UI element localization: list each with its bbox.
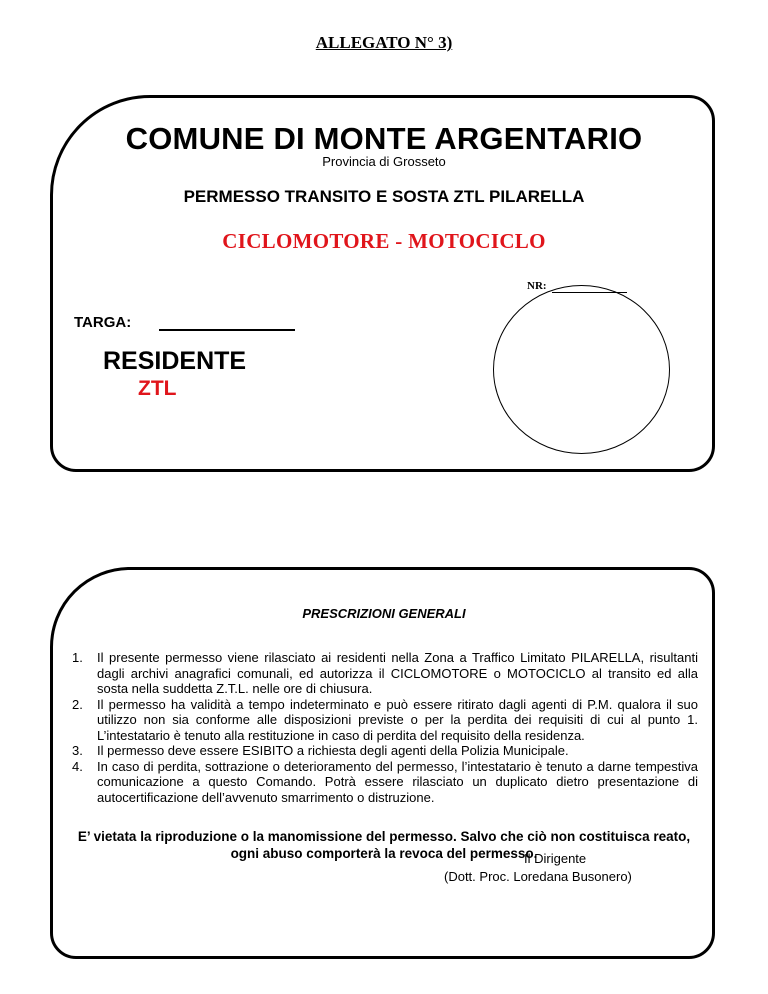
list-item (72, 759, 698, 806)
list-item (72, 743, 698, 759)
province-subtitle: Provincia di Grosseto (322, 154, 446, 169)
plate-label: TARGA: (74, 314, 132, 331)
stamp-circle (493, 285, 670, 454)
plate-blank (159, 329, 295, 331)
list-item-number: 1. (72, 650, 83, 665)
general-rules-title: PRESCRIZIONI GENERALI (302, 606, 466, 621)
list-item-text: Il permesso deve essere ESIBITO a richiesta degli agenti della Polizia Municipale. (97, 743, 569, 758)
permit-type-title: PERMESSO TRANSITO E SOSTA ZTL PILARELLA (183, 187, 585, 206)
signatory-name: (Dott. Proc. Loredana Busonero) (444, 869, 632, 884)
municipality-title: COMUNE DI MONTE ARGENTARIO (125, 121, 643, 156)
signatory-title: Il Dirigente (524, 851, 587, 866)
list-item (72, 650, 698, 697)
list-item-text: In caso di perdita, sottrazione o deterioramento del permesso, l’intestatario è tenuto a darne tempestiva comunicazione a questo Comando. Potrà essere rilasciato un duplicato dietro presentazione di autocertificazione dell’avvenuto smarrimento o distruzione. (97, 758, 698, 805)
list-item-number: 3. (72, 743, 83, 758)
document-heading: ALLEGATO N° 3) (315, 33, 453, 52)
rules-list (72, 650, 698, 805)
vehicle-category: CICLOMOTORE - MOTOCICLO (222, 229, 546, 253)
warning-text: E’ vietata la riproduzione o la manomissione del permesso. Salvo che ciò non costituisca reato, ogni abuso comporterà la revoca del permesso. (77, 829, 691, 861)
list-item-text: Il presente permesso viene rilasciato ai residenti nella Zona a Traffico Limitato PILARELLA, risultanti dagli archivi anagrafici comunali, ed autorizza il CICLOMOTORE o MOTOCICLO al transito ed alla sosta nella suddetta Z.T.L. nelle ore di chiusura. (97, 650, 698, 696)
list-item-number: 2. (72, 696, 83, 712)
resident-label: RESIDENTE (103, 347, 247, 375)
permit-number-label: NR: (527, 280, 547, 292)
list-item-text: Il permesso ha validità a tempo indeterminato e può essere ritirato dagli agenti di P.M. qualora il suo utilizzo non sia conforme alle disposizioni previste o per la perdita dei requisiti di cui al punto 1. L’intestatario è tenuto alla restituzione in caso di perdita del requisito della residenza. (97, 696, 698, 743)
list-item (72, 697, 698, 744)
list-item-number: 4. (72, 758, 83, 774)
ztl-label: ZTL (138, 377, 177, 400)
